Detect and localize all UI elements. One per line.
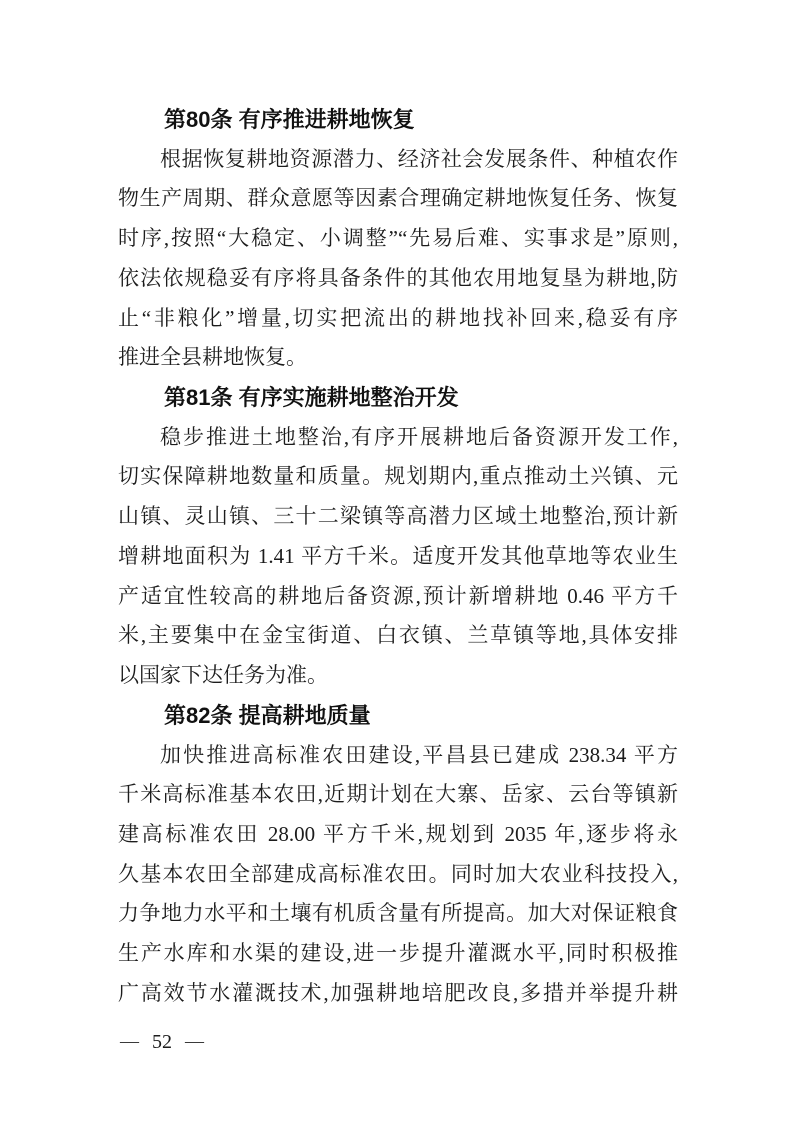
body-text-line: 时序,按照“大稳定、小调整”“先易后难、实事求是”原则,	[118, 226, 678, 251]
footer-dash-left: —	[120, 1031, 139, 1052]
document-body	[118, 100, 678, 1014]
body-text-line: 产适宜性较高的耕地后备资源,预计新增耕地 0.46 平方千	[118, 583, 678, 608]
body-text-line: 米,主要集中在金宝街道、白衣镇、兰草镇等地,具体安排	[118, 623, 678, 648]
body-text-line: 根据恢复耕地资源潜力、经济社会发展条件、种植农作	[160, 146, 678, 171]
page-footer	[120, 1028, 204, 1056]
article-heading: 第82条 提高耕地质量	[164, 702, 371, 728]
body-text-line: 千米高标准基本农田,近期计划在大寨、岳家、云台等镇新	[118, 782, 678, 807]
article-heading: 第80条 有序推进耕地恢复	[164, 107, 415, 132]
body-text-line: 广高效节水灌溉技术,加强耕地培肥改良,多措并举提升耕	[118, 980, 678, 1005]
body-text-line: 切实保障耕地数量和质量。规划期内,重点推动土兴镇、元	[118, 464, 678, 489]
body-text-line: 止“非粮化”增量,切实把流出的耕地找补回来,稳妥有序	[118, 305, 678, 330]
footer-dash-right: —	[185, 1031, 204, 1052]
body-text-line: 建高标准农田 28.00 平方千米,规划到 2035 年,逐步将永	[118, 821, 678, 846]
body-text-line: 生产水库和水渠的建设,进一步提升灌溉水平,同时积极推	[118, 941, 678, 966]
body-text-line: 物生产周期、群众意愿等因素合理确定耕地恢复任务、恢复	[118, 186, 678, 211]
body-text-line: 以国家下达任务为准。	[118, 663, 328, 688]
article-heading: 第81条 有序实施耕地整治开发	[164, 385, 459, 411]
page-number: 52	[152, 1030, 172, 1053]
body-text-line: 力争地力水平和土壤有机质含量有所提高。加大对保证粮食	[118, 901, 678, 926]
body-text-line: 加快推进高标准农田建设,平昌县已建成 238.34 平方	[160, 742, 678, 767]
body-text-line: 久基本农田全部建成高标准农田。同时加大农业科技投入,	[118, 861, 678, 886]
body-text-line: 增耕地面积为 1.41 平方千米。适度开发其他草地等农业生	[118, 543, 678, 568]
body-text-line: 推进全县耕地恢复。	[118, 345, 307, 370]
body-text-line: 山镇、灵山镇、三十二梁镇等高潜力区域土地整治,预计新	[118, 504, 678, 529]
body-text-line: 依法依规稳妥有序将具备条件的其他农用地复垦为耕地,防	[118, 265, 678, 290]
body-text-line: 稳步推进土地整治,有序开展耕地后备资源开发工作,	[160, 424, 678, 449]
